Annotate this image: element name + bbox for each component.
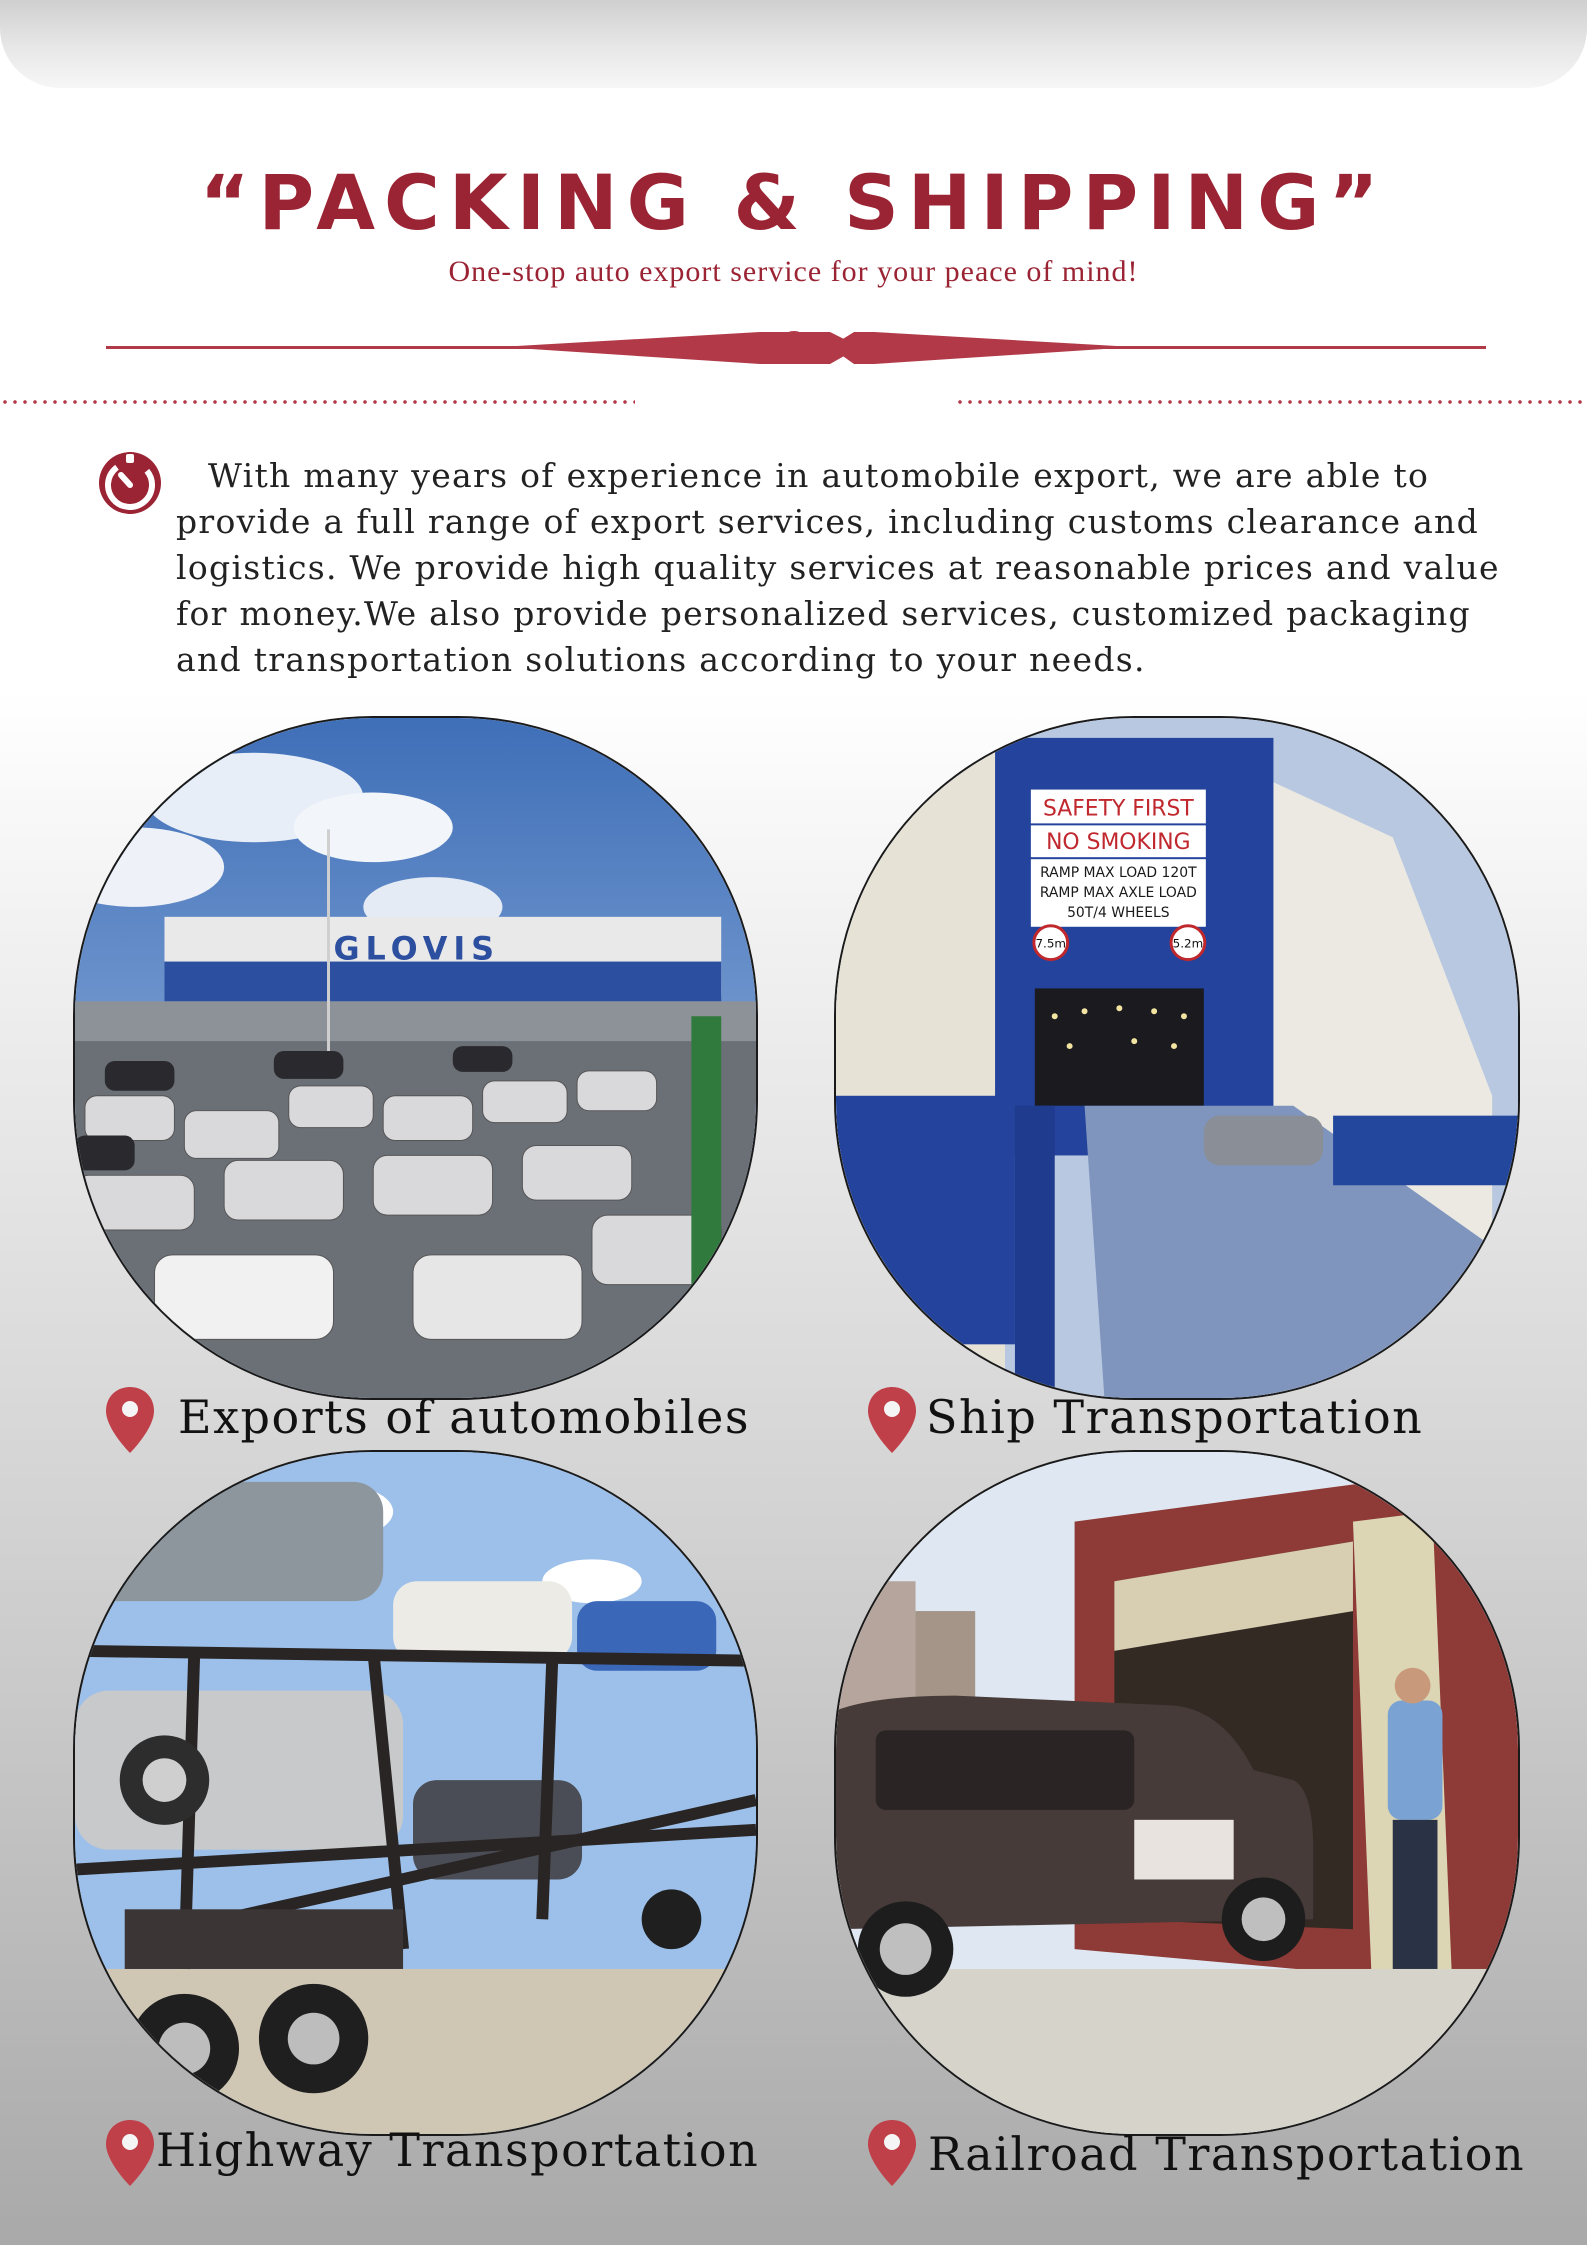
sign-ramp-max-load: RAMP MAX LOAD 120T bbox=[1040, 865, 1197, 882]
photo-car-export-yard bbox=[73, 716, 758, 1400]
dotted-divider-right bbox=[955, 398, 1587, 406]
sign-no-smoking: NO SMOKING bbox=[1046, 830, 1191, 856]
photo-car-carrier-truck bbox=[73, 1450, 758, 2136]
caption-text: Highway Transportation bbox=[156, 2123, 760, 2177]
sign-ramp-max-axle: RAMP MAX AXLE LOAD bbox=[1039, 884, 1197, 901]
caption-text: Exports of automobiles bbox=[178, 1390, 750, 1444]
intro-paragraph: With many years of experience in automobile export, we are able to provide a full range of export services, including customs clearance and logistics. We provide high quality services at reasonable prices and value for money.We also provide personalized services, customized packaging and transportation solutions according to your needs. bbox=[176, 456, 1500, 679]
photo-roro-ship-ramp bbox=[834, 716, 1520, 1400]
location-pin-icon bbox=[104, 1385, 156, 1455]
title-divider-ornament bbox=[100, 320, 1490, 376]
ship-name-text: GLOVIS bbox=[333, 929, 501, 968]
page-subtitle: One-stop auto export service for your peace of mind! bbox=[448, 255, 1139, 288]
location-pin-icon bbox=[866, 1385, 918, 1455]
clock-icon bbox=[95, 448, 165, 518]
dotted-divider-left bbox=[0, 398, 635, 406]
page-title: “PACKING & SHIPPING” bbox=[199, 158, 1388, 247]
caption-text: Ship Transportation bbox=[926, 1390, 1424, 1444]
clearance-right: 5.2m bbox=[1172, 936, 1204, 951]
photo-rail-car-loading bbox=[834, 1450, 1520, 2136]
sign-wheels: 50T/4 WHEELS bbox=[1067, 904, 1170, 921]
sign-safety-first: SAFETY FIRST bbox=[1042, 796, 1194, 822]
clearance-left: 7.5m bbox=[1035, 936, 1067, 951]
location-pin-icon bbox=[866, 2118, 918, 2188]
caption-text: Railroad Transportation bbox=[928, 2127, 1526, 2181]
top-decorative-bar bbox=[0, 0, 1587, 88]
location-pin-icon bbox=[104, 2118, 156, 2188]
